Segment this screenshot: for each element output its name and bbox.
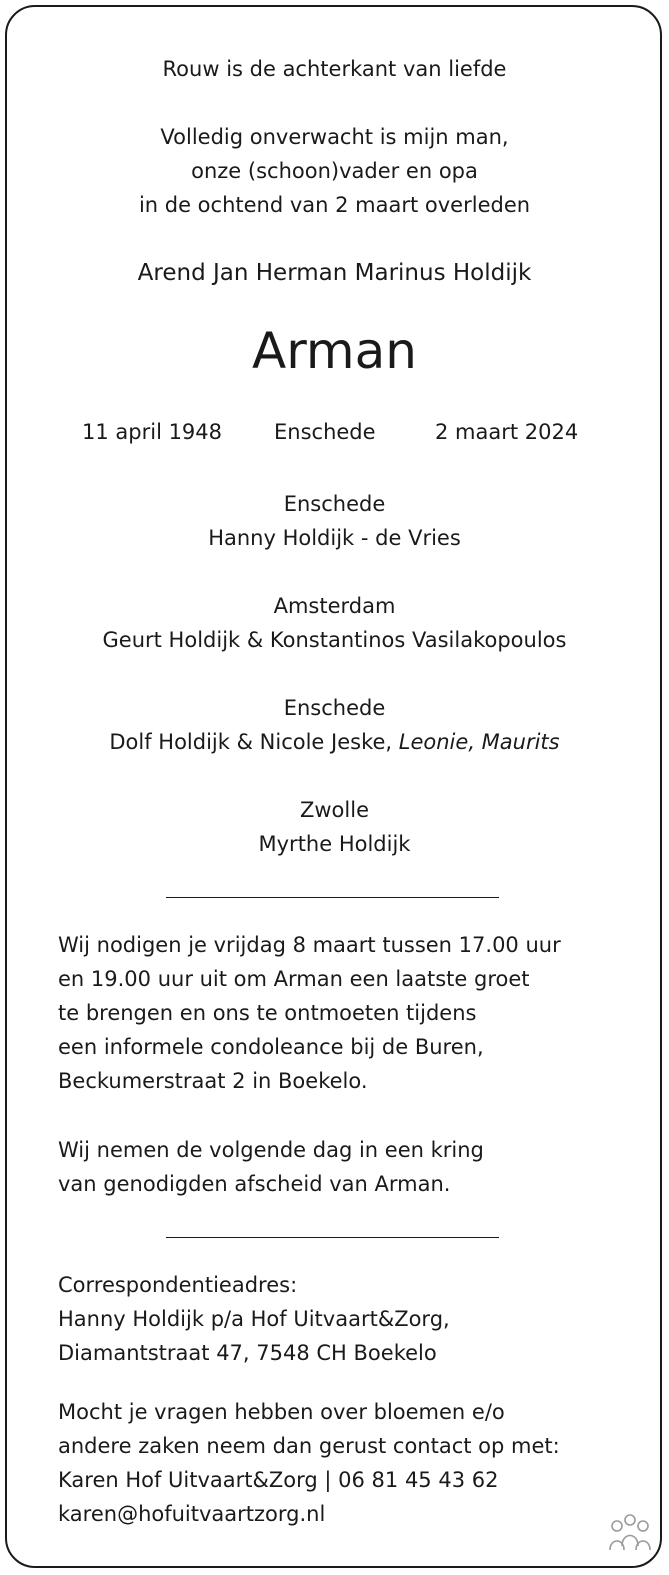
intro-line: in de ochtend van 2 maart overleden [138,193,531,217]
family-place: Amsterdam [273,594,396,618]
correspondence-line: Hanny Holdijk p/a Hof Uitvaart&Zorg, [58,1307,450,1331]
invitation-line: een informele condoleance bij de Buren, [58,1035,484,1059]
grandchildren: Leonie, Maurits [398,730,560,754]
farewell-line: Wij nemen de volgende dag in een kring [58,1138,484,1162]
place: Enschede [274,420,376,444]
contact-line: Mocht je vragen hebben over bloemen e/o [58,1400,505,1424]
family-place: Zwolle [300,798,369,822]
contact-email: karen@hofuitvaartzorg.nl [58,1502,326,1526]
divider [166,897,499,898]
family-names: Hanny Holdijk - de Vries [208,526,461,550]
family-place: Enschede [283,492,386,516]
family-names-line [0,725,669,759]
contact-line: andere zaken neem dan gerust contact op met: [58,1434,560,1458]
family-names: Myrthe Holdijk [258,832,411,856]
contact-line: Karen Hof Uitvaart&Zorg | 06 81 45 43 62 [58,1468,499,1492]
correspondence-line: Diamantstraat 47, 7548 CH Boekelo [58,1341,437,1365]
farewell-line: van genodigden afscheid van Arman. [58,1172,451,1196]
family-place: Enschede [283,696,386,720]
birth-date: 11 april 1948 [82,420,223,444]
call-name: Arman [252,322,417,380]
motto: Rouw is de achterkant van liefde [162,57,507,81]
family-names: Geurt Holdijk & Konstantinos Vasilakopoulos [102,628,567,652]
intro-line: onze (schoon)vader en opa [191,159,478,183]
death-date: 2 maart 2024 [435,420,579,444]
intro-line: Volledig onverwacht is mijn man, [160,125,509,149]
invitation-line: Beckumerstraat 2 in Boekelo. [58,1069,368,1093]
people-group-icon [607,1512,653,1556]
correspondence-line: Correspondentieadres: [58,1273,298,1297]
invitation-line: te brengen en ons te ontmoeten tijdens [58,1001,477,1025]
invitation-line: Wij nodigen je vrijdag 8 maart tussen 17.00 uur [58,933,561,957]
full-name: Arend Jan Herman Marinus Holdijk [137,260,532,286]
family-names: Dolf Holdijk & Nicole Jeske, [109,730,393,754]
invitation-line: en 19.00 uur uit om Arman een laatste groet [58,967,530,991]
divider [166,1237,499,1238]
